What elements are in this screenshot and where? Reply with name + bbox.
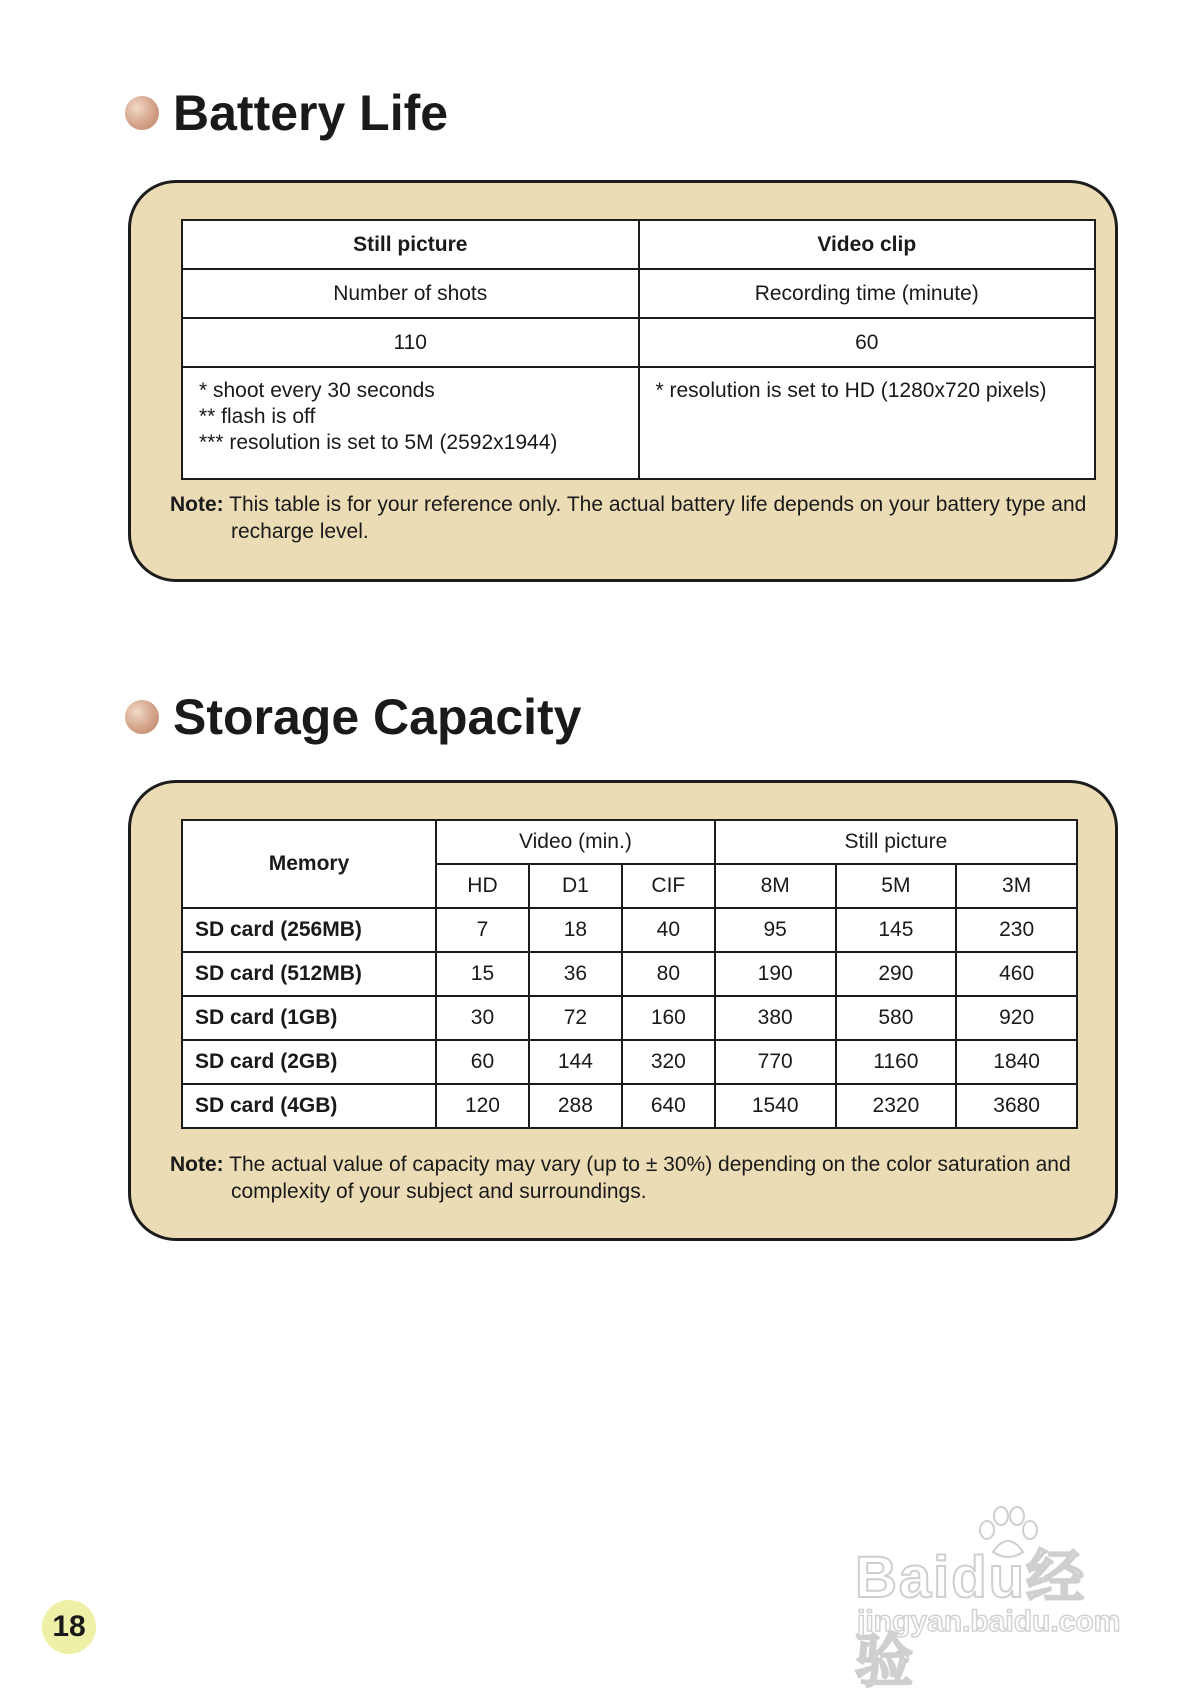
bullet-icon bbox=[125, 96, 159, 130]
row-label: SD card (2GB) bbox=[182, 1040, 436, 1084]
battery-note bbox=[170, 491, 1111, 545]
still-group-header: Still picture bbox=[715, 820, 1077, 864]
video-group-header: Video (min.) bbox=[436, 820, 715, 864]
still-notes-cell bbox=[182, 367, 639, 479]
table-row bbox=[182, 269, 1095, 318]
table-cell: 40 bbox=[622, 908, 715, 952]
storage-table bbox=[181, 819, 1078, 1129]
table-cell: 770 bbox=[715, 1040, 836, 1084]
column-header: CIF bbox=[622, 864, 715, 908]
table-cell: 15 bbox=[436, 952, 529, 996]
table-cell: 18 bbox=[529, 908, 622, 952]
table-cell: 1540 bbox=[715, 1084, 836, 1128]
table-cell: 190 bbox=[715, 952, 836, 996]
column-header: D1 bbox=[529, 864, 622, 908]
value-cell: 60 bbox=[639, 318, 1096, 367]
battery-table bbox=[181, 219, 1096, 480]
still-note-line: ** flash is off bbox=[199, 405, 316, 428]
subheader-cell: Number of shots bbox=[182, 269, 639, 318]
bullet-icon bbox=[125, 700, 159, 734]
table-cell: 160 bbox=[622, 996, 715, 1040]
row-label: SD card (4GB) bbox=[182, 1084, 436, 1128]
table-cell: 1160 bbox=[836, 1040, 957, 1084]
table-cell: 230 bbox=[956, 908, 1077, 952]
table-cell: 640 bbox=[622, 1084, 715, 1128]
still-note-line: * shoot every 30 seconds bbox=[199, 379, 435, 402]
table-row bbox=[182, 908, 1077, 952]
page-number: 18 bbox=[42, 1600, 96, 1654]
table-cell: 30 bbox=[436, 996, 529, 1040]
table-cell: 95 bbox=[715, 908, 836, 952]
table-cell: 60 bbox=[436, 1040, 529, 1084]
battery-panel bbox=[128, 180, 1118, 582]
note-label: Note: bbox=[170, 1153, 224, 1176]
table-cell: 460 bbox=[956, 952, 1077, 996]
table-cell: 144 bbox=[529, 1040, 622, 1084]
table-row bbox=[182, 820, 1077, 864]
section-title-text: Storage Capacity bbox=[173, 689, 582, 745]
table-cell: 2320 bbox=[836, 1084, 957, 1128]
storage-panel bbox=[128, 780, 1118, 1241]
column-header: 5M bbox=[836, 864, 957, 908]
table-row bbox=[182, 996, 1077, 1040]
table-row bbox=[182, 220, 1095, 269]
table-cell: 80 bbox=[622, 952, 715, 996]
table-cell: 1840 bbox=[956, 1040, 1077, 1084]
table-cell: 145 bbox=[836, 908, 957, 952]
row-label: SD card (1GB) bbox=[182, 996, 436, 1040]
note-label: Note: bbox=[170, 493, 224, 516]
table-row bbox=[182, 952, 1077, 996]
table-cell: 380 bbox=[715, 996, 836, 1040]
table-row bbox=[182, 318, 1095, 367]
table-row bbox=[182, 1084, 1077, 1128]
section-title-storage-capacity bbox=[125, 688, 581, 746]
table-cell: 290 bbox=[836, 952, 957, 996]
baidu-watermark bbox=[855, 1510, 1135, 1694]
subheader-cell: Recording time (minute) bbox=[639, 269, 1096, 318]
memory-header-cell: Memory bbox=[182, 820, 436, 908]
watermark-url-text: jingyan.baidu.com bbox=[857, 1605, 1121, 1638]
video-note-cell: * resolution is set to HD (1280x720 pixels) bbox=[639, 367, 1096, 479]
row-label: SD card (512MB) bbox=[182, 952, 436, 996]
column-header: 3M bbox=[956, 864, 1077, 908]
table-cell: 120 bbox=[436, 1084, 529, 1128]
note-text: The actual value of capacity may vary (up to ± 30%) depending on the color saturation and complexity of your subject and surroundings. bbox=[223, 1153, 1071, 1203]
header-cell: Video clip bbox=[639, 220, 1096, 269]
header-cell: Still picture bbox=[182, 220, 639, 269]
table-cell: 920 bbox=[956, 996, 1077, 1040]
column-header: HD bbox=[436, 864, 529, 908]
table-cell: 72 bbox=[529, 996, 622, 1040]
table-cell: 3680 bbox=[956, 1084, 1077, 1128]
section-title-battery-life bbox=[125, 84, 448, 142]
table-row bbox=[182, 1040, 1077, 1084]
table-row bbox=[182, 367, 1095, 479]
storage-note bbox=[170, 1151, 1111, 1205]
table-cell: 580 bbox=[836, 996, 957, 1040]
column-header: 8M bbox=[715, 864, 836, 908]
still-note-line: *** resolution is set to 5M (2592x1944) bbox=[199, 431, 558, 454]
row-label: SD card (256MB) bbox=[182, 908, 436, 952]
section-title-text: Battery Life bbox=[173, 85, 449, 141]
note-text: This table is for your reference only. The actual battery life depends on your battery type and recharge level. bbox=[223, 493, 1087, 543]
watermark-main-text: Baidu经验 bbox=[855, 1545, 1087, 1694]
table-cell: 36 bbox=[529, 952, 622, 996]
table-cell: 7 bbox=[436, 908, 529, 952]
value-cell: 110 bbox=[182, 318, 639, 367]
table-cell: 288 bbox=[529, 1084, 622, 1128]
table-cell: 320 bbox=[622, 1040, 715, 1084]
